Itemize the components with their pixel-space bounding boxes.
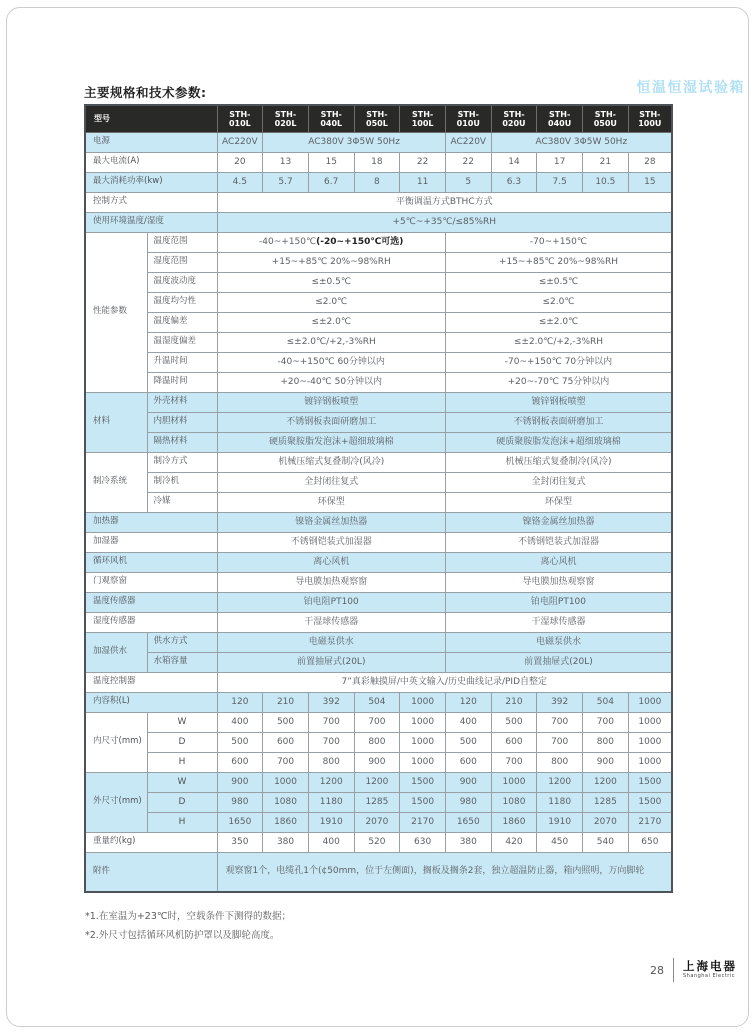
spec-cell: 500 xyxy=(445,732,491,752)
spec-cell: 6.3 xyxy=(491,172,537,192)
row-perf-humi-range xyxy=(85,252,672,272)
sub-label: 水箱容量 xyxy=(147,652,217,672)
spec-cell: 干湿球传感器 xyxy=(217,612,445,632)
row-accessories xyxy=(85,852,672,892)
spec-cell: 210 xyxy=(491,692,537,712)
row-label: 附件 xyxy=(85,852,217,892)
spec-cell: 1000 xyxy=(628,692,672,712)
sub-label: 湿度范围 xyxy=(147,252,217,272)
spec-cell: 400 xyxy=(217,712,263,732)
spec-cell: 平衡调温方式BTHC方式 xyxy=(217,192,672,212)
row-label: 温度控制器 xyxy=(85,672,217,692)
spec-cell: 1000 xyxy=(628,732,672,752)
spec-cell: ≤±0.5℃ xyxy=(445,272,672,292)
group-label-inner-size: 内尺寸(mm) xyxy=(85,712,147,772)
row-perf-heatup-time xyxy=(85,352,672,372)
spec-cell: 7”真彩触摸屏/中英文输入/历史曲线记录/PID自整定 xyxy=(217,672,672,692)
accessories-text: 观察窗1个，电缆孔1个(¢50mm，位于左侧面)，搁板及搁条2套，独立超温防止器，箱内照明，万向脚轮 xyxy=(217,852,672,892)
spec-cell: 6.7 xyxy=(308,172,354,192)
row-label: 循环风机 xyxy=(85,552,217,572)
row-inner-w xyxy=(85,712,672,732)
group-label-water: 加湿供水 xyxy=(85,632,147,672)
spec-cell: 900 xyxy=(217,772,263,792)
spec-cell: 1650 xyxy=(217,812,263,832)
row-cooling-compressor xyxy=(85,472,672,492)
spec-cell: 800 xyxy=(354,732,400,752)
spec-cell: 600 xyxy=(445,752,491,772)
model-header: STH-100U xyxy=(628,105,672,132)
row-ambient xyxy=(85,212,672,232)
sub-label: H xyxy=(147,812,217,832)
spec-cell: 700 xyxy=(537,732,583,752)
spec-cell: 机械压缩式复叠制冷(风冷) xyxy=(217,452,445,472)
spec-cell: 离心风机 xyxy=(445,552,672,572)
model-header: STH-050U xyxy=(583,105,629,132)
model-header: STH-020L xyxy=(263,105,309,132)
row-label: 最大消耗功率(kw) xyxy=(85,172,217,192)
spec-cell: 7.5 xyxy=(537,172,583,192)
sub-label: 制冷方式 xyxy=(147,452,217,472)
spec-cell: 380 xyxy=(445,832,491,852)
spec-cell: 导电膜加热观察窗 xyxy=(217,572,445,592)
spec-cell: +20~-70℃ 75分钟以内 xyxy=(445,372,672,392)
spec-cell: 1860 xyxy=(491,812,537,832)
row-material-shell xyxy=(85,392,672,412)
spec-cell: 700 xyxy=(308,732,354,752)
spec-cell: 600 xyxy=(217,752,263,772)
row-humidifier xyxy=(85,532,672,552)
value-option-bold: (-20~+150℃可选) xyxy=(316,236,404,247)
spec-cell: 4.5 xyxy=(217,172,263,192)
spec-cell: ≤±2.0℃/+2,-3%RH xyxy=(445,332,672,352)
spec-table xyxy=(84,104,673,893)
row-label: 重量约(kg) xyxy=(85,832,217,852)
sub-label: W xyxy=(147,712,217,732)
spec-cell: 1285 xyxy=(583,792,629,812)
spec-cell: 1000 xyxy=(263,772,309,792)
value-normal: -40~+150℃ xyxy=(259,236,317,247)
spec-cell: ≤2.0℃ xyxy=(445,292,672,312)
spec-cell: 导电膜加热观察窗 xyxy=(445,572,672,592)
sub-label: 隔热材料 xyxy=(147,432,217,452)
sub-label: 升温时间 xyxy=(147,352,217,372)
spec-cell: 不锈钢板表面研磨加工 xyxy=(217,412,445,432)
spec-cell: 环保型 xyxy=(217,492,445,512)
spec-cell: 1000 xyxy=(491,772,537,792)
spec-cell: 28 xyxy=(628,152,672,172)
spec-cell: 392 xyxy=(537,692,583,712)
spec-cell: 900 xyxy=(354,752,400,772)
sub-label: D xyxy=(147,792,217,812)
spec-cell: 机械压缩式复叠制冷(风冷) xyxy=(445,452,672,472)
row-inner-h xyxy=(85,752,672,772)
sub-label: H xyxy=(147,752,217,772)
page-footer xyxy=(650,958,737,982)
spec-cell: +20~-40℃ 50分钟以内 xyxy=(217,372,445,392)
brand-logo-en: Shanghai Electric xyxy=(683,973,735,980)
brand-logo xyxy=(683,958,737,980)
row-label: 内容积(L) xyxy=(85,692,217,712)
sub-label: 温度偏差 xyxy=(147,312,217,332)
product-category-watermark: 恒温恒湿试验箱 xyxy=(636,80,745,96)
row-outer-d xyxy=(85,792,672,812)
spec-cell: 1000 xyxy=(400,712,446,732)
row-cooling-method xyxy=(85,452,672,472)
row-perf-cooldown-time xyxy=(85,372,672,392)
footnote-2: *2.外尺寸包括循环风机防护罩以及脚轮高度。 xyxy=(85,929,280,941)
spec-cell: 18 xyxy=(354,152,400,172)
spec-cell: 900 xyxy=(445,772,491,792)
sub-label: 内胆材料 xyxy=(147,412,217,432)
spec-cell: 420 xyxy=(491,832,537,852)
row-humi-sensor xyxy=(85,612,672,632)
row-power xyxy=(85,132,672,152)
spec-cell: 1000 xyxy=(400,732,446,752)
spec-cell: 铂电阻PT100 xyxy=(217,592,445,612)
spec-cell: 980 xyxy=(445,792,491,812)
spec-cell: 630 xyxy=(400,832,446,852)
row-door-window xyxy=(85,572,672,592)
row-temp-sensor xyxy=(85,592,672,612)
spec-cell: ≤±2.0℃/+2,-3%RH xyxy=(217,332,445,352)
spec-cell: 不锈钢板表面研磨加工 xyxy=(445,412,672,432)
row-material-liner xyxy=(85,412,672,432)
spec-cell: 1000 xyxy=(400,692,446,712)
spec-cell: 20 xyxy=(217,152,263,172)
row-label: 湿度传感器 xyxy=(85,612,217,632)
brand-logo-cn: 上海电器 xyxy=(683,958,737,973)
spec-cell: 504 xyxy=(354,692,400,712)
row-volume xyxy=(85,692,672,712)
model-header: STH-100L xyxy=(400,105,446,132)
row-controller xyxy=(85,672,672,692)
spec-cell: 800 xyxy=(537,752,583,772)
spec-cell: 5 xyxy=(445,172,491,192)
row-perf-temp-deviation xyxy=(85,312,672,332)
spec-cell: 离心风机 xyxy=(217,552,445,572)
spec-cell: ≤±2.0℃ xyxy=(445,312,672,332)
spec-cell: 5.7 xyxy=(263,172,309,192)
spec-cell: 1200 xyxy=(537,772,583,792)
spec-cell: 1650 xyxy=(445,812,491,832)
model-header: STH-040L xyxy=(308,105,354,132)
spec-cell: 铂电阻PT100 xyxy=(445,592,672,612)
sub-label: D xyxy=(147,732,217,752)
spec-cell: 600 xyxy=(263,732,309,752)
spec-cell: 450 xyxy=(537,832,583,852)
group-label-outer-size: 外尺寸(mm) xyxy=(85,772,147,832)
spec-cell: 1200 xyxy=(583,772,629,792)
row-label: 门观察窗 xyxy=(85,572,217,592)
spec-cell: -70~+150℃ 70分钟以内 xyxy=(445,352,672,372)
spec-cell: 1080 xyxy=(263,792,309,812)
spec-cell: -40~+150℃ 60分钟以内 xyxy=(217,352,445,372)
row-max-current xyxy=(85,152,672,172)
footer-divider xyxy=(673,958,674,982)
spec-cell: 120 xyxy=(217,692,263,712)
spec-cell: 1080 xyxy=(491,792,537,812)
spec-cell: 全封闭往复式 xyxy=(217,472,445,492)
model-header: STH-020U xyxy=(491,105,537,132)
sub-label: 供水方式 xyxy=(147,632,217,652)
spec-cell: 1180 xyxy=(537,792,583,812)
spec-cell: 1500 xyxy=(628,772,672,792)
spec-cell: 800 xyxy=(308,752,354,772)
spec-cell: 8 xyxy=(354,172,400,192)
row-weight xyxy=(85,832,672,852)
spec-cell: 400 xyxy=(445,712,491,732)
spec-cell: 350 xyxy=(217,832,263,852)
spec-cell: 环保型 xyxy=(445,492,672,512)
spec-cell: 硬质聚胺脂发泡沫+超细玻璃棉 xyxy=(217,432,445,452)
sub-label: 温湿度偏差 xyxy=(147,332,217,352)
sub-label: 温度均匀性 xyxy=(147,292,217,312)
spec-cell: 前置抽屉式(20L) xyxy=(445,652,672,672)
spec-cell: 1000 xyxy=(628,712,672,732)
row-perf-fluctuation xyxy=(85,272,672,292)
row-label: 最大电流(A) xyxy=(85,152,217,172)
spec-cell: 17 xyxy=(537,152,583,172)
model-header: STH-040U xyxy=(537,105,583,132)
spec-cell: 650 xyxy=(628,832,672,852)
spec-cell: 120 xyxy=(445,692,491,712)
page-number: 28 xyxy=(650,963,664,977)
spec-cell: 2170 xyxy=(628,812,672,832)
spec-cell: 1200 xyxy=(354,772,400,792)
spec-cell: AC380V 3Φ5W 50Hz xyxy=(491,132,672,152)
spec-cell: 500 xyxy=(263,712,309,732)
spec-cell: +15~+85℃ 20%~98%RH xyxy=(217,252,445,272)
row-cooling-refrigerant xyxy=(85,492,672,512)
spec-cell: 504 xyxy=(583,692,629,712)
spec-cell: 900 xyxy=(583,752,629,772)
row-label: 控制方式 xyxy=(85,192,217,212)
model-header: STH-010U xyxy=(445,105,491,132)
row-label: 使用环境温度/湿度 xyxy=(85,212,217,232)
sub-label: 外壳材料 xyxy=(147,392,217,412)
row-material-insulation xyxy=(85,432,672,452)
row-water-supply xyxy=(85,632,672,652)
row-perf-temp-range xyxy=(85,232,672,252)
row-label: 电源 xyxy=(85,132,217,152)
spec-cell: 1000 xyxy=(400,752,446,772)
spec-cell: 镍铬金属丝加热器 xyxy=(445,512,672,532)
row-label: 加湿器 xyxy=(85,532,217,552)
spec-cell xyxy=(217,232,445,252)
page-title: 主要规格和技术参数: xyxy=(84,85,207,100)
spec-cell: 980 xyxy=(217,792,263,812)
spec-cell: 2070 xyxy=(583,812,629,832)
spec-cell: 1500 xyxy=(628,792,672,812)
spec-cell: 800 xyxy=(583,732,629,752)
row-fan xyxy=(85,552,672,572)
spec-cell: 10.5 xyxy=(583,172,629,192)
spec-cell: 1910 xyxy=(308,812,354,832)
spec-cell: 700 xyxy=(537,712,583,732)
spec-cell: 干湿球传感器 xyxy=(445,612,672,632)
group-label-cooling: 制冷系统 xyxy=(85,452,147,512)
table-header-row xyxy=(85,105,672,132)
spec-cell: 硬质聚胺脂发泡沫+超细玻璃棉 xyxy=(445,432,672,452)
sub-label: 温度波动度 xyxy=(147,272,217,292)
row-perf-temphumi-deviation xyxy=(85,332,672,352)
spec-cell: 22 xyxy=(400,152,446,172)
spec-cell: ≤±2.0℃ xyxy=(217,312,445,332)
spec-cell: 2070 xyxy=(354,812,400,832)
spec-cell: 2170 xyxy=(400,812,446,832)
spec-cell: 520 xyxy=(354,832,400,852)
spec-cell: 13 xyxy=(263,152,309,172)
sub-label: 温度范围 xyxy=(147,232,217,252)
spec-cell: 210 xyxy=(263,692,309,712)
spec-cell: 11 xyxy=(400,172,446,192)
spec-cell: 1910 xyxy=(537,812,583,832)
spec-cell: 540 xyxy=(583,832,629,852)
row-water-tank xyxy=(85,652,672,672)
spec-cell: 1000 xyxy=(628,752,672,772)
spec-cell: 1200 xyxy=(308,772,354,792)
spec-cell: 15 xyxy=(628,172,672,192)
row-max-watt xyxy=(85,172,672,192)
spec-cell: 不锈钢铠装式加湿器 xyxy=(217,532,445,552)
spec-cell: 15 xyxy=(308,152,354,172)
spec-cell: 1180 xyxy=(308,792,354,812)
row-label: 温度传感器 xyxy=(85,592,217,612)
row-outer-h xyxy=(85,812,672,832)
spec-cell: 380 xyxy=(263,832,309,852)
spec-cell: 电磁泵供水 xyxy=(217,632,445,652)
model-header: STH-010L xyxy=(217,105,263,132)
spec-cell: 全封闭往复式 xyxy=(445,472,672,492)
spec-cell: +15~+85℃ 20%~98%RH xyxy=(445,252,672,272)
row-perf-uniformity xyxy=(85,292,672,312)
footnote-1: *1.在室温为+23℃时，空载条件下测得的数据； xyxy=(85,911,292,922)
spec-cell: 500 xyxy=(217,732,263,752)
sub-label: 冷媒 xyxy=(147,492,217,512)
spec-cell: 392 xyxy=(308,692,354,712)
footnotes xyxy=(85,908,291,945)
spec-cell: 600 xyxy=(491,732,537,752)
spec-cell: 21 xyxy=(583,152,629,172)
group-label-performance: 性能参数 xyxy=(85,232,147,392)
spec-cell: 不锈钢铠装式加湿器 xyxy=(445,532,672,552)
spec-cell: 电磁泵供水 xyxy=(445,632,672,652)
spec-cell: 镀锌钢板喷塑 xyxy=(445,392,672,412)
row-outer-w xyxy=(85,772,672,792)
spec-cell: 700 xyxy=(354,712,400,732)
sub-label: 制冷机 xyxy=(147,472,217,492)
spec-cell: 700 xyxy=(308,712,354,732)
spec-cell: 500 xyxy=(491,712,537,732)
spec-cell: 700 xyxy=(491,752,537,772)
spec-cell: 1285 xyxy=(354,792,400,812)
spec-cell: ≤2.0℃ xyxy=(217,292,445,312)
spec-cell: +5℃~+35℃/≤85%RH xyxy=(217,212,672,232)
spec-cell: AC220V xyxy=(217,132,263,152)
group-label-material: 材料 xyxy=(85,392,147,452)
model-header: STH-050L xyxy=(354,105,400,132)
spec-cell: AC380V 3Φ5W 50Hz xyxy=(263,132,446,152)
spec-cell: 700 xyxy=(583,712,629,732)
header-model-label: 型号 xyxy=(85,105,217,132)
spec-cell: 前置抽屉式(20L) xyxy=(217,652,445,672)
spec-cell: 镀锌钢板喷塑 xyxy=(217,392,445,412)
spec-cell: 1500 xyxy=(400,792,446,812)
spec-cell: ≤±0.5℃ xyxy=(217,272,445,292)
spec-cell: 1860 xyxy=(263,812,309,832)
spec-cell: AC220V xyxy=(445,132,491,152)
spec-cell: 镍铬金属丝加热器 xyxy=(217,512,445,532)
spec-cell: -70~+150℃ xyxy=(445,232,672,252)
sub-label: 降温时间 xyxy=(147,372,217,392)
spec-cell: 400 xyxy=(308,832,354,852)
row-label: 加热器 xyxy=(85,512,217,532)
spec-cell: 22 xyxy=(445,152,491,172)
sub-label: W xyxy=(147,772,217,792)
spec-cell: 14 xyxy=(491,152,537,172)
row-control-mode xyxy=(85,192,672,212)
row-inner-d xyxy=(85,732,672,752)
row-heater xyxy=(85,512,672,532)
spec-cell: 700 xyxy=(263,752,309,772)
spec-cell: 1500 xyxy=(400,772,446,792)
